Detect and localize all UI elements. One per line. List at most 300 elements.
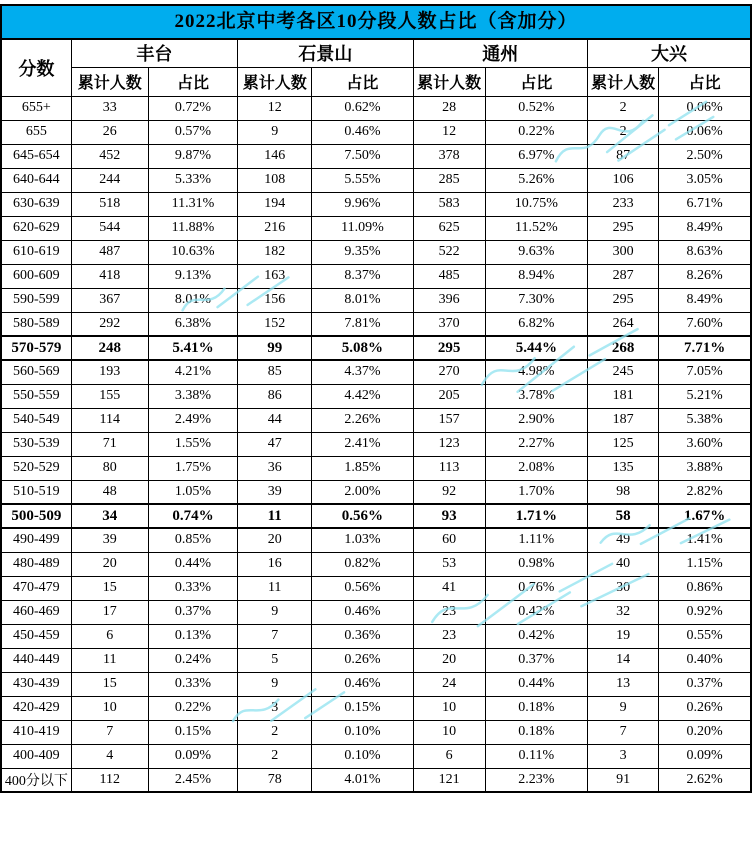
count-cell: 295 (413, 336, 485, 360)
percent-cell: 1.11% (485, 528, 587, 552)
count-cell: 53 (413, 552, 485, 576)
count-cell: 10 (413, 696, 485, 720)
percent-cell: 0.42% (485, 624, 587, 648)
percent-cell: 7.60% (659, 312, 751, 336)
subheader-row (1, 67, 751, 96)
percent-cell: 5.26% (485, 168, 587, 192)
percent-cell: 2.49% (148, 408, 237, 432)
score-range-cell: 480-489 (1, 552, 71, 576)
score-column-header: 分数 (1, 39, 71, 96)
count-cell: 370 (413, 312, 485, 336)
percent-cell: 0.15% (312, 696, 413, 720)
count-cell: 583 (413, 192, 485, 216)
percent-cell: 0.46% (312, 672, 413, 696)
score-range-cell: 400-409 (1, 744, 71, 768)
count-cell: 2 (588, 120, 659, 144)
table-row (1, 480, 751, 504)
table-row (1, 432, 751, 456)
district-header-fengtai: 丰台 (71, 39, 237, 67)
table-row (1, 216, 751, 240)
score-range-cell: 590-599 (1, 288, 71, 312)
count-cell: 113 (413, 456, 485, 480)
percent-cell: 0.40% (659, 648, 751, 672)
count-cell: 20 (71, 552, 148, 576)
percent-cell: 1.05% (148, 480, 237, 504)
table-body (1, 96, 751, 792)
table-row (1, 672, 751, 696)
count-cell: 24 (413, 672, 485, 696)
count-cell: 135 (588, 456, 659, 480)
percent-cell: 2.26% (312, 408, 413, 432)
table-row (1, 144, 751, 168)
count-cell: 245 (588, 360, 659, 384)
score-range-cell: 440-449 (1, 648, 71, 672)
percent-cell: 8.01% (148, 288, 237, 312)
count-cell: 47 (238, 432, 312, 456)
percent-cell: 0.09% (148, 744, 237, 768)
percent-cell: 7.05% (659, 360, 751, 384)
count-cell: 71 (71, 432, 148, 456)
percent-cell: 0.36% (312, 624, 413, 648)
percent-cell: 0.22% (148, 696, 237, 720)
district-header-shijingshan: 石景山 (238, 39, 413, 67)
percent-cell: 0.46% (312, 600, 413, 624)
count-cell: 295 (588, 216, 659, 240)
count-cell: 33 (71, 96, 148, 120)
count-cell: 14 (588, 648, 659, 672)
percent-cell: 2.90% (485, 408, 587, 432)
table-row (1, 360, 751, 384)
percent-cell: 6.97% (485, 144, 587, 168)
percent-cell: 11.31% (148, 192, 237, 216)
subheader-cumulative-count: 累计人数 (413, 67, 485, 96)
count-cell: 6 (413, 744, 485, 768)
table-row (1, 648, 751, 672)
count-cell: 40 (588, 552, 659, 576)
count-cell: 2 (588, 96, 659, 120)
count-cell: 15 (71, 672, 148, 696)
percent-cell: 3.78% (485, 384, 587, 408)
count-cell: 11 (238, 504, 312, 528)
count-cell: 152 (238, 312, 312, 336)
percent-cell: 5.38% (659, 408, 751, 432)
percent-cell: 11.88% (148, 216, 237, 240)
percent-cell: 0.37% (485, 648, 587, 672)
count-cell: 85 (238, 360, 312, 384)
score-range-cell: 550-559 (1, 384, 71, 408)
count-cell: 5 (238, 648, 312, 672)
percent-cell: 1.71% (485, 504, 587, 528)
percent-cell: 7.71% (659, 336, 751, 360)
count-cell: 10 (413, 720, 485, 744)
percent-cell: 0.76% (485, 576, 587, 600)
percent-cell: 2.23% (485, 768, 587, 792)
percent-cell: 0.13% (148, 624, 237, 648)
percent-cell: 0.42% (485, 600, 587, 624)
score-range-cell: 420-429 (1, 696, 71, 720)
count-cell: 23 (413, 624, 485, 648)
count-cell: 194 (238, 192, 312, 216)
count-cell: 485 (413, 264, 485, 288)
score-range-cell: 430-439 (1, 672, 71, 696)
score-range-cell: 655+ (1, 96, 71, 120)
count-cell: 93 (413, 504, 485, 528)
count-cell: 9 (588, 696, 659, 720)
district-header-tongzhou: 通州 (413, 39, 587, 67)
percent-cell: 11.52% (485, 216, 587, 240)
percent-cell: 0.37% (148, 600, 237, 624)
subheader-cumulative-count: 累计人数 (238, 67, 312, 96)
count-cell: 270 (413, 360, 485, 384)
score-range-cell: 560-569 (1, 360, 71, 384)
percent-cell: 0.46% (312, 120, 413, 144)
count-cell: 13 (588, 672, 659, 696)
score-range-cell: 400分以下 (1, 768, 71, 792)
count-cell: 39 (238, 480, 312, 504)
table-row (1, 96, 751, 120)
percent-cell: 0.11% (485, 744, 587, 768)
count-cell: 28 (413, 96, 485, 120)
count-cell: 23 (413, 600, 485, 624)
table-row (1, 120, 751, 144)
percent-cell: 9.87% (148, 144, 237, 168)
percent-cell: 0.86% (659, 576, 751, 600)
count-cell: 205 (413, 384, 485, 408)
score-range-cell: 630-639 (1, 192, 71, 216)
percent-cell: 0.18% (485, 696, 587, 720)
percent-cell: 3.05% (659, 168, 751, 192)
percent-cell: 0.44% (148, 552, 237, 576)
percent-cell: 8.26% (659, 264, 751, 288)
percent-cell: 0.10% (312, 744, 413, 768)
table-row (1, 264, 751, 288)
count-cell: 300 (588, 240, 659, 264)
count-cell: 4 (71, 744, 148, 768)
count-cell: 78 (238, 768, 312, 792)
percent-cell: 0.06% (659, 96, 751, 120)
table-row (1, 312, 751, 336)
percent-cell: 0.10% (312, 720, 413, 744)
count-cell: 41 (413, 576, 485, 600)
percent-cell: 0.56% (312, 504, 413, 528)
score-range-cell: 510-519 (1, 480, 71, 504)
count-cell: 19 (588, 624, 659, 648)
count-cell: 2 (238, 720, 312, 744)
percent-cell: 0.72% (148, 96, 237, 120)
score-range-cell: 620-629 (1, 216, 71, 240)
count-cell: 182 (238, 240, 312, 264)
percent-cell: 2.08% (485, 456, 587, 480)
count-cell: 48 (71, 480, 148, 504)
count-cell: 2 (238, 744, 312, 768)
count-cell: 7 (588, 720, 659, 744)
count-cell: 17 (71, 600, 148, 624)
percent-cell: 8.49% (659, 216, 751, 240)
percent-cell: 2.62% (659, 768, 751, 792)
count-cell: 287 (588, 264, 659, 288)
percent-cell: 8.49% (659, 288, 751, 312)
percent-cell: 4.37% (312, 360, 413, 384)
table-row (1, 600, 751, 624)
count-cell: 146 (238, 144, 312, 168)
percent-cell: 4.21% (148, 360, 237, 384)
count-cell: 26 (71, 120, 148, 144)
percent-cell: 10.75% (485, 192, 587, 216)
score-range-cell: 600-609 (1, 264, 71, 288)
district-header-row (1, 39, 751, 67)
count-cell: 92 (413, 480, 485, 504)
score-range-cell: 580-589 (1, 312, 71, 336)
count-cell: 187 (588, 408, 659, 432)
count-cell: 295 (588, 288, 659, 312)
score-range-cell: 520-529 (1, 456, 71, 480)
percent-cell: 2.82% (659, 480, 751, 504)
table-row (1, 696, 751, 720)
percent-cell: 8.63% (659, 240, 751, 264)
percent-cell: 0.62% (312, 96, 413, 120)
percent-cell: 0.56% (312, 576, 413, 600)
percent-cell: 8.01% (312, 288, 413, 312)
percent-cell: 0.06% (659, 120, 751, 144)
count-cell: 87 (588, 144, 659, 168)
table-row (1, 624, 751, 648)
percent-cell: 2.00% (312, 480, 413, 504)
percent-cell: 0.44% (485, 672, 587, 696)
percent-cell: 0.98% (485, 552, 587, 576)
percent-cell: 2.45% (148, 768, 237, 792)
count-cell: 80 (71, 456, 148, 480)
percent-cell: 5.08% (312, 336, 413, 360)
count-cell: 7 (238, 624, 312, 648)
percent-cell: 4.98% (485, 360, 587, 384)
count-cell: 268 (588, 336, 659, 360)
count-cell: 544 (71, 216, 148, 240)
percent-cell: 2.50% (659, 144, 751, 168)
count-cell: 20 (413, 648, 485, 672)
count-cell: 163 (238, 264, 312, 288)
percent-cell: 1.75% (148, 456, 237, 480)
percent-cell: 7.30% (485, 288, 587, 312)
percent-cell: 0.37% (659, 672, 751, 696)
district-header-daxing: 大兴 (588, 39, 751, 67)
table-row (1, 504, 751, 528)
percent-cell: 0.33% (148, 576, 237, 600)
count-cell: 367 (71, 288, 148, 312)
percent-cell: 0.74% (148, 504, 237, 528)
count-cell: 44 (238, 408, 312, 432)
count-cell: 98 (588, 480, 659, 504)
count-cell: 518 (71, 192, 148, 216)
percent-cell: 4.01% (312, 768, 413, 792)
percent-cell: 4.42% (312, 384, 413, 408)
count-cell: 12 (238, 96, 312, 120)
count-cell: 58 (588, 504, 659, 528)
score-range-cell: 500-509 (1, 504, 71, 528)
percent-cell: 0.24% (148, 648, 237, 672)
table-row (1, 192, 751, 216)
count-cell: 181 (588, 384, 659, 408)
percent-cell: 9.13% (148, 264, 237, 288)
percent-cell: 9.35% (312, 240, 413, 264)
percent-cell: 0.85% (148, 528, 237, 552)
percent-cell: 1.55% (148, 432, 237, 456)
count-cell: 30 (588, 576, 659, 600)
count-cell: 34 (71, 504, 148, 528)
score-distribution-table (0, 38, 752, 793)
count-cell: 60 (413, 528, 485, 552)
count-cell: 16 (238, 552, 312, 576)
percent-cell: 0.82% (312, 552, 413, 576)
score-range-cell: 645-654 (1, 144, 71, 168)
count-cell: 86 (238, 384, 312, 408)
score-range-cell: 410-419 (1, 720, 71, 744)
percent-cell: 1.67% (659, 504, 751, 528)
count-cell: 108 (238, 168, 312, 192)
count-cell: 9 (238, 672, 312, 696)
count-cell: 9 (238, 600, 312, 624)
count-cell: 292 (71, 312, 148, 336)
percent-cell: 9.63% (485, 240, 587, 264)
count-cell: 15 (71, 576, 148, 600)
count-cell: 106 (588, 168, 659, 192)
table-row (1, 528, 751, 552)
count-cell: 155 (71, 384, 148, 408)
percent-cell: 5.44% (485, 336, 587, 360)
percent-cell: 11.09% (312, 216, 413, 240)
count-cell: 39 (71, 528, 148, 552)
percent-cell: 0.09% (659, 744, 751, 768)
subheader-cumulative-count: 累计人数 (588, 67, 659, 96)
count-cell: 112 (71, 768, 148, 792)
percent-cell: 0.92% (659, 600, 751, 624)
score-range-cell: 655 (1, 120, 71, 144)
percent-cell: 0.26% (312, 648, 413, 672)
percent-cell: 10.63% (148, 240, 237, 264)
table-row (1, 576, 751, 600)
table-row (1, 408, 751, 432)
percent-cell: 1.03% (312, 528, 413, 552)
subheader-percentage: 占比 (485, 67, 587, 96)
percent-cell: 6.82% (485, 312, 587, 336)
percent-cell: 5.21% (659, 384, 751, 408)
count-cell: 32 (588, 600, 659, 624)
percent-cell: 0.22% (485, 120, 587, 144)
percent-cell: 0.20% (659, 720, 751, 744)
percent-cell: 7.50% (312, 144, 413, 168)
score-range-cell: 540-549 (1, 408, 71, 432)
count-cell: 91 (588, 768, 659, 792)
percent-cell: 0.52% (485, 96, 587, 120)
count-cell: 125 (588, 432, 659, 456)
score-range-cell: 490-499 (1, 528, 71, 552)
table-row (1, 552, 751, 576)
count-cell: 418 (71, 264, 148, 288)
count-cell: 244 (71, 168, 148, 192)
count-cell: 20 (238, 528, 312, 552)
table-row (1, 168, 751, 192)
table-row (1, 288, 751, 312)
count-cell: 99 (238, 336, 312, 360)
score-range-cell: 570-579 (1, 336, 71, 360)
percent-cell: 5.41% (148, 336, 237, 360)
count-cell: 11 (71, 648, 148, 672)
table-row (1, 768, 751, 792)
percent-cell: 3.60% (659, 432, 751, 456)
percent-cell: 0.26% (659, 696, 751, 720)
count-cell: 522 (413, 240, 485, 264)
count-cell: 487 (71, 240, 148, 264)
percent-cell: 1.15% (659, 552, 751, 576)
table-row (1, 720, 751, 744)
count-cell: 12 (413, 120, 485, 144)
percent-cell: 2.41% (312, 432, 413, 456)
percent-cell: 8.94% (485, 264, 587, 288)
percent-cell: 7.81% (312, 312, 413, 336)
table-title: 2022北京中考各区10分段人数占比（含加分） (0, 4, 752, 38)
percent-cell: 0.15% (148, 720, 237, 744)
count-cell: 6 (71, 624, 148, 648)
count-cell: 157 (413, 408, 485, 432)
count-cell: 11 (238, 576, 312, 600)
percent-cell: 1.85% (312, 456, 413, 480)
count-cell: 10 (71, 696, 148, 720)
count-cell: 3 (238, 696, 312, 720)
score-range-cell: 530-539 (1, 432, 71, 456)
percent-cell: 0.57% (148, 120, 237, 144)
count-cell: 121 (413, 768, 485, 792)
count-cell: 625 (413, 216, 485, 240)
table-row (1, 744, 751, 768)
count-cell: 452 (71, 144, 148, 168)
count-cell: 156 (238, 288, 312, 312)
count-cell: 378 (413, 144, 485, 168)
count-cell: 285 (413, 168, 485, 192)
percent-cell: 5.55% (312, 168, 413, 192)
percent-cell: 2.27% (485, 432, 587, 456)
subheader-percentage: 占比 (312, 67, 413, 96)
table-row (1, 240, 751, 264)
count-cell: 233 (588, 192, 659, 216)
count-cell: 3 (588, 744, 659, 768)
count-cell: 7 (71, 720, 148, 744)
subheader-percentage: 占比 (659, 67, 751, 96)
percent-cell: 3.88% (659, 456, 751, 480)
count-cell: 114 (71, 408, 148, 432)
percent-cell: 6.71% (659, 192, 751, 216)
percent-cell: 6.38% (148, 312, 237, 336)
score-range-cell: 460-469 (1, 600, 71, 624)
count-cell: 9 (238, 120, 312, 144)
subheader-percentage: 占比 (148, 67, 237, 96)
count-cell: 36 (238, 456, 312, 480)
percent-cell: 1.70% (485, 480, 587, 504)
count-cell: 396 (413, 288, 485, 312)
table-row (1, 384, 751, 408)
percent-cell: 0.18% (485, 720, 587, 744)
percent-cell: 0.33% (148, 672, 237, 696)
score-range-cell: 450-459 (1, 624, 71, 648)
score-range-cell: 640-644 (1, 168, 71, 192)
count-cell: 123 (413, 432, 485, 456)
percent-cell: 0.55% (659, 624, 751, 648)
count-cell: 216 (238, 216, 312, 240)
table-row (1, 456, 751, 480)
count-cell: 49 (588, 528, 659, 552)
percent-cell: 8.37% (312, 264, 413, 288)
table-container (0, 4, 752, 793)
count-cell: 193 (71, 360, 148, 384)
count-cell: 248 (71, 336, 148, 360)
